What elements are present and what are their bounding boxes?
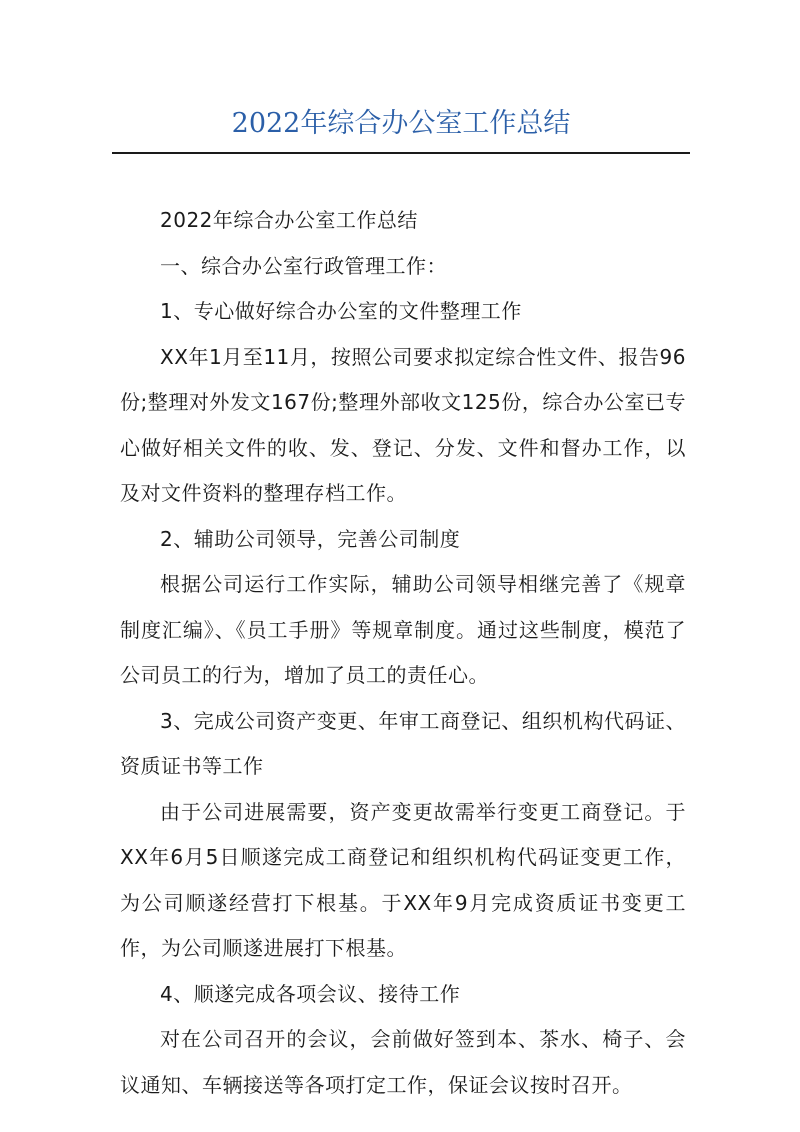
paragraph-item-2-heading: 2、辅助公司领导，完善公司制度 [160,526,461,551]
paragraph-section-heading: 一、综合办公室行政管理工作： [160,253,447,278]
paragraph-item-4-body: 对在公司召开的会议，会前做好签到本、茶水、椅子、会议通知、车辆接送等各项打定工作，保证会议按时召开。 [120,1027,686,1097]
paragraph-item-3-heading: 3、完成公司资产变更、年审工商登记、组织机构代码证、资质证书等工作 [120,708,686,778]
document-title: 2022年综合办公室工作总结 [231,108,571,139]
title-divider [112,152,690,154]
paragraph-item-1-body: XX年1月至11月，按照公司要求拟定综合性文件、报告96份;整理对外发文167份;整理外部收文125份，综合办公室已专心做好相关文件的收、发、登记、分发、文件和督办工作，以及对文件资料的整理存档工作。 [120,344,686,505]
paragraph-subtitle: 2022年综合办公室工作总结 [160,208,418,232]
paragraph-item-1-heading: 1、专心做好综合办公室的文件整理工作 [160,299,522,323]
paragraph-item-2-body: 根据公司运行工作实际，辅助公司领导相继完善了《规章制度汇编》、《员工手册》等规章制度。通过这些制度，模范了公司员工的行为，增加了员工的责任心。 [120,572,686,687]
document-body [120,198,686,1108]
paragraph-item-4-heading: 4、顺遂完成各项会议、接待工作 [160,981,461,1006]
paragraph-item-3-body: 由于公司进展需要，资产变更故需举行变更工商登记。于XX年6月5日顺遂完成工商登记和组织机构代码证变更工作，为公司顺遂经营打下根基。于XX年9月完成资质证书变更工作，为公司顺遂进展打下根基。 [120,799,686,960]
